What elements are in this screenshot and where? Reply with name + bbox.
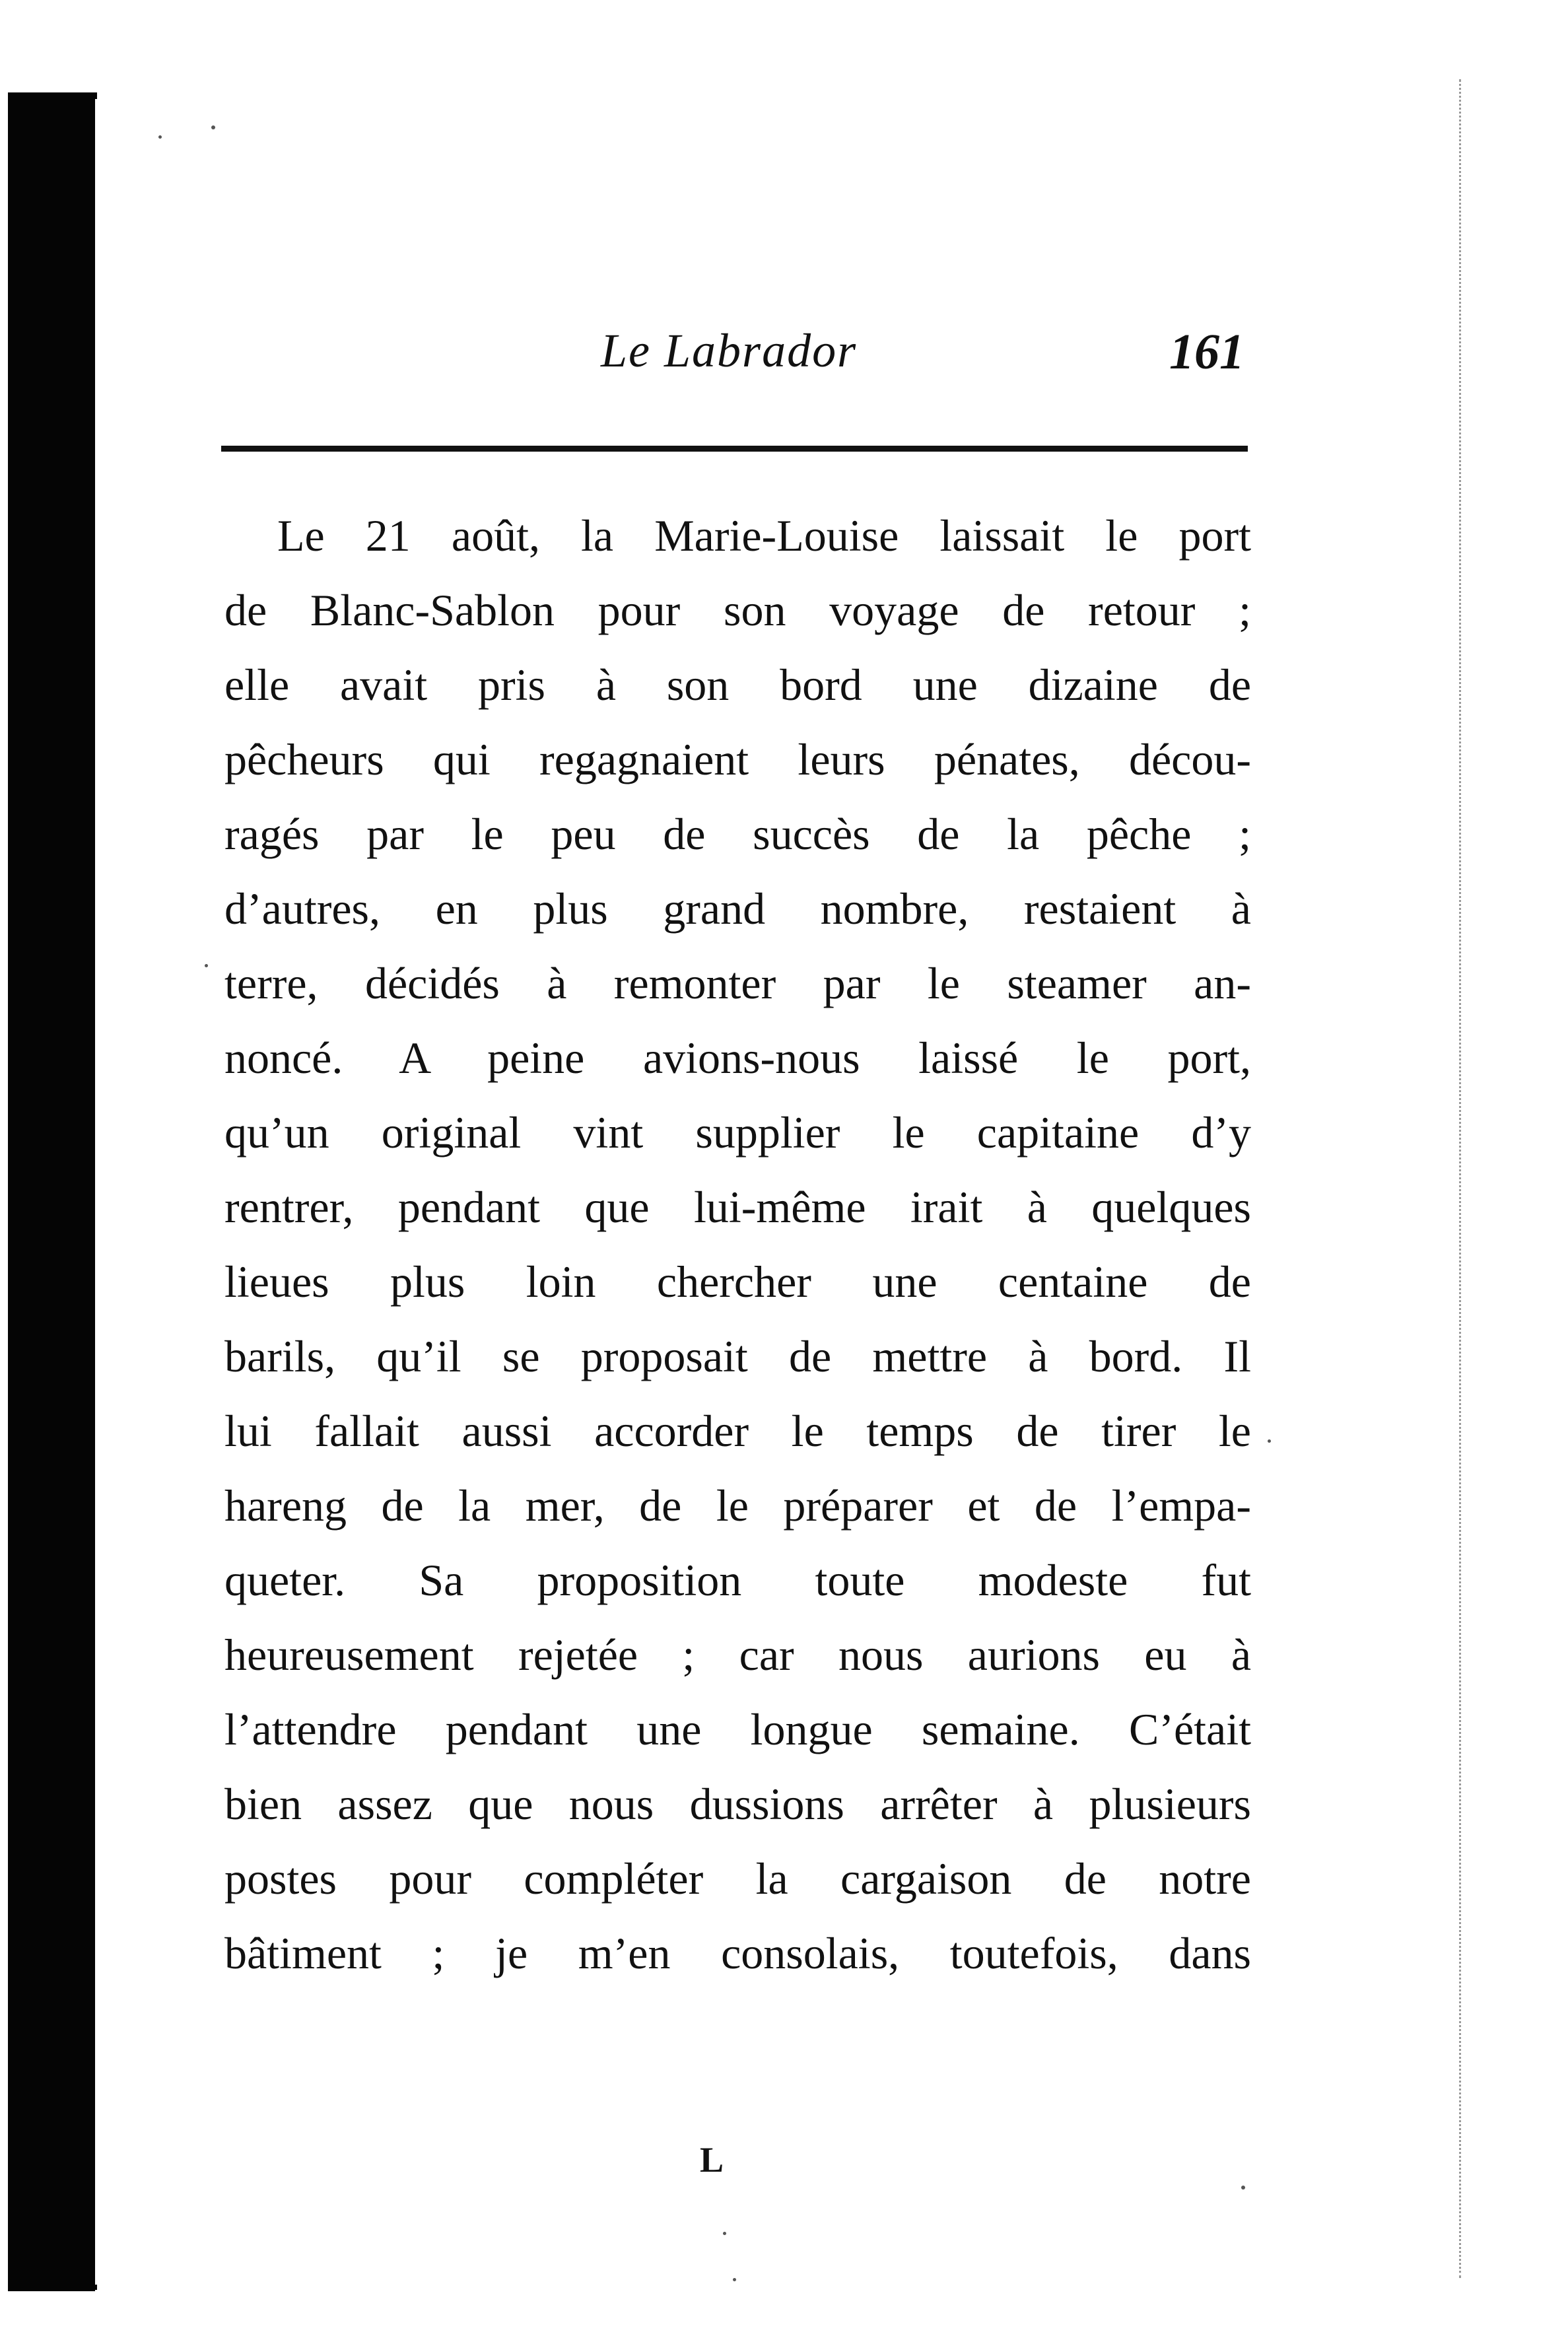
text-line: lieues plus loin chercher une centaine de <box>224 1257 1251 1307</box>
paper-speck <box>1268 1439 1271 1443</box>
signature-mark: L <box>700 2140 726 2180</box>
text-line: queter. Sa proposition toute modeste fut <box>224 1555 1251 1605</box>
body-text <box>224 499 1251 1991</box>
text-line: pêcheurs qui regagnaient leurs pénates, décou- <box>224 734 1251 784</box>
text-line: de Blanc-Sablon pour son voyage de retour ; <box>224 585 1251 635</box>
text-line: Le 21 août, la Marie-Louise laissait le port <box>277 510 1251 561</box>
page-number: 161 <box>1169 324 1244 380</box>
text-line: d’autres, en plus grand nombre, restaient à <box>224 883 1251 934</box>
text-line: noncé. A peine avions-nous laissé le port, <box>224 1033 1251 1083</box>
spine-top-edge <box>8 92 97 99</box>
text-line: elle avait pris à son bord une dizaine de <box>224 660 1251 710</box>
text-line: barils, qu’il se proposait de mettre à bord. Il <box>224 1331 1251 1381</box>
text-line: bien assez que nous dussions arrêter à plusieurs <box>224 1779 1251 1829</box>
text-line: qu’un original vint supplier le capitaine d’y <box>224 1107 1251 1157</box>
text-line: lui fallait aussi accorder le temps de tirer le <box>224 1406 1251 1456</box>
text-line: ragés par le peu de succès de la pêche ; <box>224 809 1251 859</box>
text-line: postes pour compléter la cargaison de notre <box>224 1853 1251 1904</box>
text-line: bâtiment ; je m’en consolais, toutefois, dans <box>224 1928 1251 1978</box>
text-line: hareng de la mer, de le préparer et de l’empa- <box>224 1480 1251 1531</box>
paper-speck <box>1241 2186 1245 2190</box>
paper-speck <box>205 964 208 967</box>
text-line: l’attendre pendant une longue semaine. C’était <box>224 1704 1251 1754</box>
paper-speck <box>211 125 215 129</box>
paper-speck <box>723 2232 726 2235</box>
page-edge-right <box>1459 79 1461 2278</box>
text-line: rentrer, pendant que lui-même irait à quelques <box>224 1182 1251 1232</box>
text-line: terre, décidés à remonter par le steamer an- <box>224 958 1251 1008</box>
running-head <box>218 324 1244 403</box>
running-head-title: Le Labrador <box>601 324 858 377</box>
book-spine-shadow <box>8 92 95 2291</box>
header-rule <box>221 446 1248 452</box>
text-line: heureusement rejetée ; car nous aurions eu à <box>224 1630 1251 1680</box>
paper-speck <box>158 135 162 139</box>
spine-bottom-edge <box>8 2285 97 2290</box>
paper-speck <box>733 2278 736 2281</box>
